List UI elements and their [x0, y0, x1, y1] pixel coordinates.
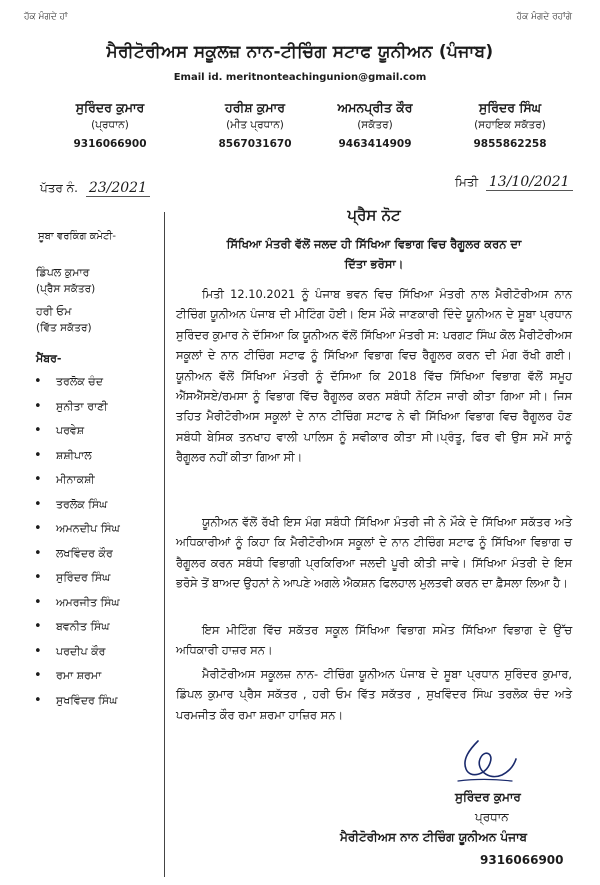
- subheading-line-1: ਸਿੱਖਿਆ ਮੰਤਰੀ ਵੱਲੋਂ ਜਲਦ ਹੀ ਸਿੱਖਿਆ ਵਿਭਾਗ ਵਿਚ ਰੈਗੂਲਰ ਕਰਨ ਦਾ: [226, 237, 522, 251]
- list-item: • ਸੁਰਿੰਦਰ ਸਿੰਘ: [34, 566, 120, 591]
- list-item: • ਸੁਖਵਿੰਦਰ ਸਿੰਘ: [34, 689, 120, 714]
- letter-number-label: ਪੱਤਰ ਨੰ.: [40, 181, 78, 195]
- officer-name: ਸੁਰਿੰਦਰ ਸਿੰਘ: [478, 100, 542, 115]
- signatory-organization: ਮੈਰੀਟੋਰੀਅਸ ਨਾਨ ਟੀਚਿੰਗ ਯੂਨੀਅਨ ਪੰਜਾਬ: [340, 830, 527, 844]
- press-secretary-role: (ਪ੍ਰੈਸ ਸਕੱਤਰ): [36, 283, 96, 295]
- officer-role: (ਪ੍ਰਧਾਨ): [91, 119, 129, 131]
- letter-date-label: ਮਿਤੀ: [455, 175, 479, 189]
- letter-number: [40, 180, 150, 196]
- officer-president: [45, 100, 175, 150]
- list-item: • ਤਰਲੋਕ ਸਿੰਘ: [34, 493, 120, 518]
- officer-phone: 9855862258: [473, 138, 547, 150]
- paragraph-2: ਯੂਨੀਅਨ ਵੱਲੋਂ ਰੱਖੀ ਇਸ ਮੰਗ ਸਬੰਧੀ ਸਿੱਖਿਆ ਮੰਤਰੀ ਜੀ ਨੇ ਮੌਕੇ ਦੇ ਸਿੱਖਿਆ ਸਕੱਤਰ ਅਤੇ ਅਧਿਕਾਰੀਆਂ ਨੂੰ ਕਿਹਾ ਕਿ ਮੈਰੀਟੋਰੀਅਸ ਸਕੂਲਾਂ ਦੇ ਨਾਨ ਟੀਚਿੰਗ ਸਟਾਫ ਨੂੰ ਸਿੱਖਿਆ ਵਿਭਾਗ ਚ ਰੈਗੂਲਰ ਕਰਨ ਸਬੰਧੀ ਵਿਭਾਗੀ ਪ੍ਰਕਿਰਿਆ ਜਲਦੀ ਪੂਰੀ ਕੀਤੀ ਜਾਵੇ। ਸਿੱਖਿਆ ਮੰਤਰੀ ਦੇ ਇਸ ਭਰੋਸੇ ਤੋਂ ਬਾਅਦ ਉਹਨਾਂ ਨੇ ਆਪਣੇ ਅਗਲੇ ਐਕਸ਼ਨ ਫਿਲਹਾਲ ਮੁਲਤਵੀ ਕਰਨ ਦਾ ਫ਼ੈਸਲਾ ਲਿਆ ਹੈ।: [176, 515, 572, 591]
- signatory-name: ਸੁਰਿੰਦਰ ਕੁਮਾਰ: [455, 790, 521, 804]
- list-item: • ਪਰਦੀਪ ਕੌਰ: [34, 640, 120, 665]
- union-title: ਮੈਰੀਟੋਰੀਅਸ ਸਕੂਲਜ਼ ਨਾਨ-ਟੀਚਿੰਗ ਸਟਾਫ ਯੂਨੀਅਨ (ਪੰਜਾਬ): [106, 42, 494, 62]
- list-item: • ਤਰਲੋਕ ਚੰਦ: [34, 370, 120, 395]
- officer-assistant-secretary: [445, 100, 575, 150]
- union-email: Email id. meritnonteachingunion@gmail.com: [173, 72, 427, 83]
- members-list: [34, 370, 120, 713]
- list-item: • ਸ਼ਸ਼ੀਪਾਲ: [34, 444, 120, 469]
- officer-phone: 9316066900: [73, 138, 147, 150]
- list-item: • ਪਰਵੇਸ਼: [34, 419, 120, 444]
- officer-secretary: [310, 100, 440, 150]
- press-note-heading: ਪ੍ਰੈਸ ਨੋਟ: [347, 206, 401, 224]
- list-item: • ਰਮਾ ਸ਼ਰਮਾ: [34, 664, 120, 689]
- paragraph-3: ਇਸ ਮੀਟਿੰਗ ਵਿੱਚ ਸਕੱਤਰ ਸਕੂਲ ਸਿੱਖਿਆ ਵਿਭਾਗ ਸਮੇਤ ਸਿੱਖਿਆ ਵਿਭਾਗ ਦੇ ਉੱਚ ਅਧਿਕਾਰੀ ਹਾਜ਼ਰ ਸਨ।: [176, 623, 572, 658]
- slogan-left: ਹੱਕ ਮੰਗਦੇ ਹਾਂ: [24, 12, 68, 22]
- officer-phone: 8567031670: [218, 138, 292, 150]
- slogan-right: ਹੱਕ ਮੰਗਦੇ ਰਹਾਂਗੇ: [516, 12, 572, 22]
- list-item: • ਲਖਵਿੰਦਰ ਕੌਰ: [34, 542, 120, 567]
- paragraph-4: ਮੈਰੀਟੋਰੀਅਸ ਸਕੂਲਜ਼ ਨਾਨ- ਟੀਚਿੰਗ ਯੂਨੀਅਨ ਪੰਜਾਬ ਦੇ ਸੂਬਾ ਪ੍ਰਧਾਨ ਸੁਰਿੰਦਰ ਕੁਮਾਰ, ਡਿੰਪਲ ਕੁਮਾਰ ਪ੍ਰੈਸ ਸਕੱਤਰ , ਹਰੀ ਓਮ ਵਿੱਤ ਸਕੱਤਰ , ਸੁਖਵਿੰਦਰ ਸਿੰਘ ਤਰਲੋਕ ਚੰਦ ਅਤੇ ਪਰਮਜੀਤ ਕੌਰ ਰਮਾ ਸ਼ਰਮਾ ਹਾਜ਼ਿਰ ਸਨ।: [176, 667, 572, 722]
- letter-number-value: 23/2021: [86, 180, 150, 197]
- officer-name: ਅਮਨਪ੍ਰੀਤ ਕੌਰ: [337, 100, 413, 115]
- officer-role: (ਸਹਾਇਕ ਸਕੱਤਰ): [474, 119, 546, 131]
- officer-name: ਸੁਰਿੰਦਰ ਕੁਮਾਰ: [75, 100, 145, 115]
- list-item: • ਸੁਨੀਤਾ ਰਾਣੀ: [34, 395, 120, 420]
- members-label: ਮੈਂਬਰ-: [36, 352, 62, 365]
- officer-role: (ਮੀਤ ਪ੍ਰਧਾਨ): [226, 119, 284, 131]
- press-secretary-name: ਡਿੰਪਲ ਕੁਮਾਰ: [36, 266, 90, 279]
- officer-role: (ਸਕੱਤਰ): [357, 119, 393, 131]
- letter-date-value: 13/10/2021: [486, 174, 573, 191]
- officer-phone: 9463414909: [338, 138, 412, 150]
- letter-date: [455, 174, 573, 190]
- list-item: • ਬਵਨੀਤ ਸਿੰਘ: [34, 615, 120, 640]
- subheading-line-2: ਦਿੱਤਾ ਭਰੋਸਾ।: [344, 257, 404, 271]
- list-item: • ਮੀਨਾਕਸ਼ੀ: [34, 468, 120, 493]
- finance-secretary-role: (ਵਿੱਤ ਸਕੱਤਰ): [36, 322, 92, 334]
- finance-secretary-name: ਹਰੀ ਓਮ: [36, 305, 72, 318]
- press-note-subheading: [176, 234, 572, 274]
- officer-vice-president: [190, 100, 320, 150]
- handwritten-signature: [450, 735, 520, 790]
- signatory-role: ਪ੍ਰਧਾਨ: [475, 810, 509, 824]
- paragraph-1: ਮਿਤੀ 12.10.2021 ਨੂੰ ਪੰਜਾਬ ਭਵਨ ਵਿਚ ਸਿੱਖਿਆ ਮੰਤਰੀ ਨਾਲ ਮੈਰੀਟੋਰੀਅਸ ਨਾਨ ਟੀਚਿੰਗ ਯੂਨੀਅਨ ਪੰਜਾਬ ਦੀ ਮੀਟਿੰਗ ਹੋਈ। ਇਸ ਮੌਕੇ ਜਾਣਕਾਰੀ ਦਿੰਦੇ ਯੂਨੀਅਨ ਦੇ ਸੂਬਾ ਪ੍ਰਧਾਨ ਸੁਰਿੰਦਰ ਕੁਮਾਰ ਨੇ ਦੱਸਿਆ ਕਿ ਯੂਨੀਅਨ ਵੱਲੋਂ ਸਿੱਖਿਆ ਮੰਤਰੀ ਸ: ਪਰਗਟ ਸਿੰਘ ਕੋਲ ਮੈਰੀਟੋਰੀਅਸ ਸਕੂਲਾਂ ਦੇ ਨਾਨ ਟੀਚਿੰਗ ਸਟਾਫ ਨੂੰ ਸਿੱਖਿਆ ਵਿਭਾਗ ਵਿਚ ਰੈਗੂਲਰ ਕਰਨ ਦੀ ਮੰਗ ਰੱਖੀ ਗਈ। ਯੂਨੀਅਨ ਵੱਲੋਂ ਸਿੱਖਿਆ ਮੰਤਰੀ ਨੂੰ ਦੱਸਿਆ ਕਿ 2018 ਵਿੱਚ ਸਿੱਖਿਆ ਵਿਭਾਗ ਵੱਲੋਂ ਸਮੂਹ ਐੱਸਐੱਸਏ/ਰਮਸਾ ਨੂੰ ਵਿਭਾਗ ਵਿੱਚ ਰੈਗੂਲਰ ਕਰਨ ਸਬੰਧੀ ਨੋਟਿਸ ਜਾਰੀ ਕੀਤਾ ਗਿਆ ਸੀ। ਜਿਸ ਤਹਿਤ ਮੈਰੀਟੋਰੀਅਸ ਸਕੂਲਾਂ ਦੇ ਨਾਨ ਟੀਚਿੰਗ ਸਟਾਫ ਨੇ ਵੀ ਸਿੱਖਿਆ ਵਿਭਾਗ ਵਿਚ ਰੈਗੂਲਰ ਹੋਣ ਸਬੰਧੀ ਬੇਸਿਕ ਤਨਖਾਹ ਵਾਲੀ ਪਾਲਿਸ ਨੂੰ ਸਵੀਕਾਰ ਕੀਤਾ ਸੀ।ਪ੍ਰੰਤੂ, ਫਿਰ ਵੀ ਉਸ ਸਮੇਂ ਸਾਨੂੰ ਰੈਗੂਲਰ ਨਹੀਂ ਕੀਤਾ ਗਿਆ ਸੀ।: [176, 287, 572, 465]
- list-item: • ਅਮਰਜੀਤ ਸਿੰਘ: [34, 591, 120, 616]
- signatory-phone: 9316066900: [480, 853, 564, 867]
- list-item: • ਅਮਨਦੀਪ ਸਿੰਘ: [34, 517, 120, 542]
- officer-name: ਹਰੀਸ਼ ਕੁਮਾਰ: [225, 100, 285, 115]
- committee-heading: ਸੂਬਾ ਵਰਕਿੰਗ ਕਮੇਟੀ-: [38, 231, 117, 242]
